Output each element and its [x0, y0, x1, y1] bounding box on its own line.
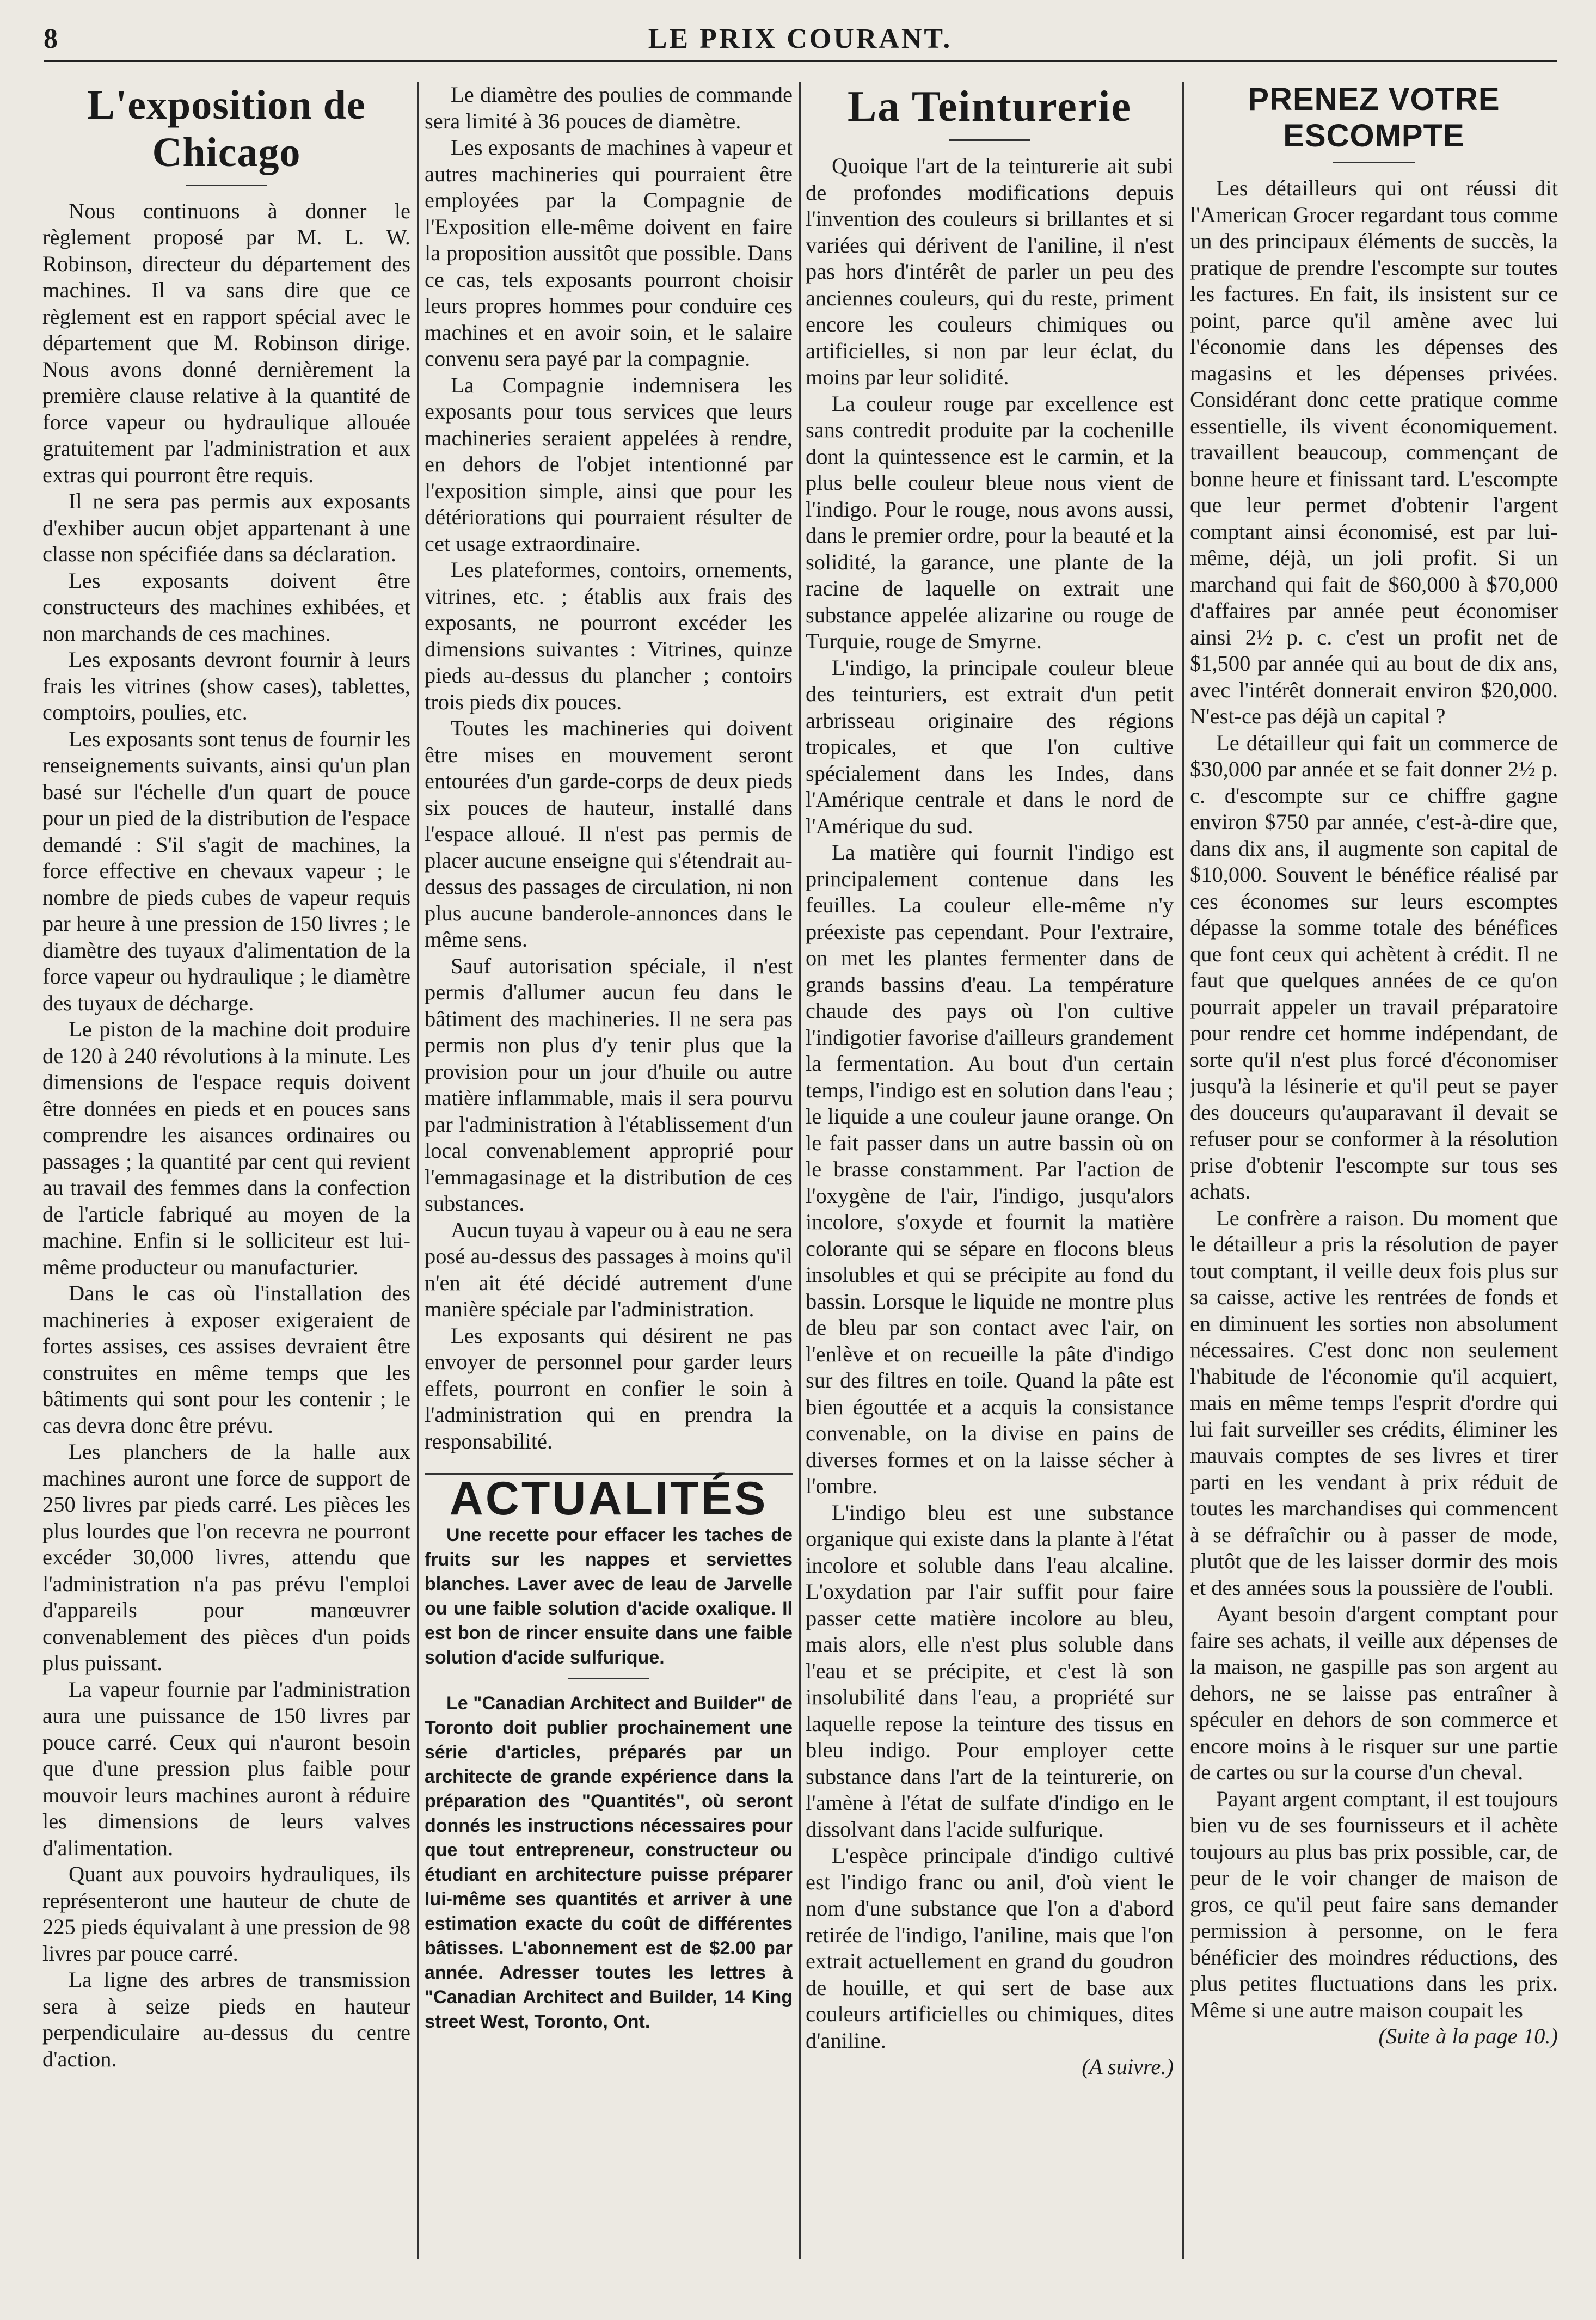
- publication-name: LE PRIX COURANT.: [648, 23, 953, 54]
- paragraph: Nous continuons à donner le règlement proposé par M. L. W. Robinson, directeur du département des machines. Il va sans dire que ce règlement est en rapport spécial avec le département que M. Robinson dirige. Nous avons donné dernièrement la première clause relative à la quantité de force vapeur ou hydraulique allouée gratuitement par l'administration et aux extras qui pourront être requis.: [42, 198, 410, 487]
- notice: Une recette pour effacer les taches de fruits sur les nappes et serviettes blanches. Laver avec de leau de Jarvelle ou une faible solution d'acide oxalique. Il est bon de rincer ensuite dans une faible solution d'acide sulfurique.: [425, 1524, 793, 1668]
- paragraph: Payant argent comptant, il est toujours bien vu de ses fournisseurs et il achète toujours au plus bas prix possible, car, de peur de le voir changer de maison de gros, ce qu'il peut faire sans demander permission à personne, on le fera bénéficier des moindres réductions, des plus petites fluctuations dans les prix. Même si une autre maison coupait les: [1190, 1786, 1558, 2022]
- column-escompte: [1190, 82, 1558, 2281]
- paragraph: Quant aux pouvoirs hydrauliques, ils représenteront une hauteur de chute de 225 pieds équivalant à une pression de 98 livres par pouce carré.: [42, 1862, 410, 1966]
- title-separator: [186, 185, 267, 186]
- paragraph: Le piston de la machine doit produire de 120 à 240 révolutions à la minute. Les dimensions de l'espace requis doivent être données en pieds et en pouces sans comprendre les aisances ordinaires ou passages ; la quantité par cent qui revient au travail des femmes dans la confection de l'article fabriqué au moyen de la machine. Enfin si le solliciteur est lui-même producteur ou manufacturier.: [42, 1017, 410, 1279]
- continuation-note: (A suivre.): [1082, 2054, 1174, 2079]
- article-title: PRENEZ VOTRE ESCOMPTE: [1248, 82, 1500, 154]
- column-divider: [417, 82, 419, 2259]
- paragraph: Les détailleurs qui ont réussi dit l'American Grocer regardant tous comme un des principaux éléments de succès, la pratique de prendre l'escompte sur toutes les factures. En fait, ils insistent sur ce point, parce qu'il amène avec lui l'économie dans les dépenses des magasins et les dépenses privées. Considérant donc cette pratique comme essentielle, ils vivent économiquement. travaillent beaucoup, commençant de bonne heure et finissant tard. L'escompte que leur permet d'obtenir l'argent comptant ainsi économisé, est par lui-même, déjà, un joli profit. Si un marchand qui fait de $60,000 à $70,000 d'affaires par année peut économiser ainsi 2½ p. c. c'est un profit net de $1,500 par année qui au bout de dix ans, avec l'intérêt donnerait environ $20,000. N'est-ce pas déjà un capital ?: [1190, 176, 1558, 729]
- page-number: 8: [44, 23, 58, 54]
- paragraph: Il ne sera pas permis aux exposants d'exhiber aucun objet appartenant à une classe non spécifiée dans sa déclaration.: [42, 489, 410, 567]
- continuation-note: (Suite à la page 10.): [1378, 2024, 1558, 2049]
- column-exposition: [42, 82, 410, 2281]
- notice: Le "Canadian Architect and Builder" de Toronto doit publier prochainement une série d'articles, préparés par un architecte de grande expérience dans la préparation des "Quantités", où seront donnés les instructions nécessaires pour que tout entrepreneur, constructeur ou étudiant en architecture puisse préparer lui-même ses quantités et arriver à une estimation exacte du coût de différentes bâtisses. L'abonnement est de $2.00 par année. Adresser toutes les lettres à "Canadian Architect and Builder, 14 King street West, Toronto, Ont.: [425, 1692, 793, 2032]
- paragraph: Les planchers de la halle aux machines auront une force de support de 250 livres par pieds carré. Les pièces les plus lourdes que l'on recevra ne pourront excéder 30,000 livres, attendu que l'administration n'a pas prévu l'emploi d'appareils pour manœuvrer convenablement des pièces d'un poids plus puissant.: [42, 1439, 410, 1675]
- paragraph: Les exposants sont tenus de fournir les renseignements suivants, ainsi qu'un plan basé sur l'échelle d'un quart de pouce pour un pied de la distribution de l'espace demandé : S'il s'agit de machines, la force effective en chevaux vapeur ; le nombre de pieds cubes de vapeur requis par heure à une pression de 150 livres ; le diamètre des tuyaux d'alimentation de la force vapeur ou hydraulique ; le diamètre des tuyaux de décharge.: [42, 726, 410, 1015]
- paragraph: Le détailleur qui fait un commerce de $30,000 par année et se fait donner 2½ p. c. d'escompte sur ce chiffre gagne environ $750 par année, c'est-à-dire que, dans dix ans, il augmente son capital de $10,000. Souvent le bénéfice réalisé par ces économes sur leurs escomptes dépasse la somme totale des bénéfices que font ceux qui achètent à crédit. Il ne faut que quelques années de ce qu'on pourrait appeler un travail préparatoire pour rendre cet homme indépendant, de sorte qu'il n'est plus forcé d'économiser jusqu'à la lésinerie et qu'il peut se payer des douceurs qu'auparavant il devait se refuser pour se conformer à la résolution prise d'obtenir l'escompte sur tous ses achats.: [1190, 730, 1558, 1204]
- column-divider: [1182, 82, 1184, 2259]
- paragraph: La ligne des arbres de transmission sera à seize pieds en hauteur perpendiculaire au-dessus du centre d'action.: [42, 1967, 410, 2071]
- paragraph: Les exposants de machines à vapeur et autres machineries qui pourraient être employées par la Compagnie de l'Exposition elle-même doivent en faire la proposition aussitôt que possible. Dans ce cas, tels exposants pourront choisir leurs propres hommes pour conduire ces machines et en avoir soin, et le salaire convenu sera payé par la compagnie.: [425, 135, 793, 371]
- paragraph: Les exposants doivent être constructeurs des machines exhibées, et non marchands de ces machines.: [42, 568, 410, 646]
- paragraph: L'indigo bleu est une substance organique qui existe dans la plante à l'état incolore et soluble dans l'eau alcaline. L'oxydation par l'air suffit pour faire passer cette matière incolore au bleu, mais alors, elle n'est plus soluble dans l'eau et se précipite, et c'est là son insolubilité dans l'eau, a propriété sur laquelle repose la teinture des tissus en bleu indigo. Pour employer cette substance dans l'art de la teinturerie, on l'amène à l'état de sulfate d'indigo en le dissolvant dans l'acide sulfurique.: [806, 1500, 1174, 1842]
- paragraph: Les exposants devront fournir à leurs frais les vitrines (show cases), tablettes, comptoirs, poulies, etc.: [42, 647, 410, 725]
- column-divider: [799, 82, 801, 2259]
- paragraph: Toutes les machineries qui doivent être mises en mouvement seront entourées d'un garde-corps de deux pieds six pouces de hauteur, installé dans l'espace alloué. Il n'est pas permis de placer aucune enseigne qui s'étendrait au-dessus des passages de circulation, ni non plus aucune banderole-annonces dans le même sens.: [425, 716, 793, 952]
- paragraph: Le confrère a raison. Du moment que le détailleur a pris la résolution de payer tout comptant, il veille deux fois plus sur sa caisse, active les rentrées de fonds et en diminuent les sorties non absolument nécessaires. C'est donc non seulement l'habitude de l'économie qu'il acquiert, mais en même temps l'esprit d'ordre qui lui fait surveiller ses crédits, éliminer les mauvais comptes de ses livres et tirer parti en les vendant à prix réduit de toutes les marchandises qui commencent à se défraîchir ou à passer de mode, plutôt que de les laisser dormir des mois et des années sous la poussière de l'oubli.: [1190, 1205, 1558, 1600]
- paragraph: Ayant besoin d'argent comptant pour faire ses achats, il veille aux dépenses de la maison, ne gaspille pas son argent au dehors, ne se laisse pas entraîner à spéculer en dehors de son commerce et encore moins à le risquer sur une partie de cartes ou sur la course d'un cheval.: [1190, 1601, 1558, 1785]
- paragraph: Aucun tuyau à vapeur ou à eau ne sera posé au-dessus des passages à moins qu'il n'en ait été décidé autrement d'une manière spéciale par l'administration.: [425, 1217, 793, 1321]
- paragraph: Sauf autorisation spéciale, il n'est permis d'allumer aucun feu dans le bâtiment des machineries. Il ne sera pas permis non plus d'y tenir plus que la provision pour un jour d'huile ou autre matière inflammable, mais il sera pourvu par l'administration à l'établissement d'un local convenablement approprié pour l'emmagasinage et la distribution de ces substances.: [425, 953, 793, 1216]
- section-title: ACTUALITÉS: [425, 1473, 793, 1512]
- column-teinturerie: [806, 82, 1174, 2281]
- paragraph: Dans le cas où l'installation des machineries à exposer exigeraient de fortes assises, ces assises devraient être construites en même temps que les bâtiments qui sont pour les contenir ; le cas devra donc être prévu.: [42, 1281, 410, 1438]
- paragraph: La couleur rouge par excellence est sans contredit produite par la cochenille dont la quintessence est le carmin, et la plus belle couleur bleue nous vient de l'indigo. Pour le rouge, nous avons aussi, dans le premier ordre, pour la beauté et la solidité, la garance, une plante de la racine de laquelle on extrait une substance appelée alizarine ou rouge de Turquie, rouge de Smyrne.: [806, 391, 1174, 653]
- article-title: La Teinturerie: [847, 83, 1132, 131]
- notice-separator: [568, 1678, 649, 1679]
- paragraph: Les exposants qui désirent ne pas envoyer de personnel pour garder leurs effets, pourront en confier le soin à l'administration qui en prendra la responsabilité.: [425, 1323, 793, 1453]
- article-title: L'exposition de Chicago: [87, 82, 366, 176]
- news-notices: [425, 1523, 793, 2034]
- paragraph: Le diamètre des poulies de commande sera limité à 36 pouces de diamètre.: [425, 82, 793, 133]
- paragraph: La Compagnie indemnisera les exposants pour tous services que leurs machineries seraient appelées à rendre, en dehors de l'objet intentionné par l'exposition simple, ainsi que pour les détériorations qui pourraient résulter de cet usage extraordinaire.: [425, 372, 793, 556]
- paragraph: La matière qui fournit l'indigo est principalement contenue dans les feuilles. La couleur elle-même n'y préexiste pas cependant. Pour l'extraire, on met les plantes fermenter dans de grands bassins d'eau. La température chaude des pays où l'on cultive l'indigotier favorise d'ailleurs grandement la fermentation. Au bout d'un certain temps, l'indigo est en solution dans l'eau ; le liquide a une couleur jaune orange. On le fait passer dans un autre bassin où on le brasse constamment. Par l'action de l'oxygène de l'air, l'indigo, jusqu'alors incolore, s'oxyde et fournit la matière colorante qui se sépare en flocons bleus insolubles et qui se précipite au fond du bassin. Lorsque le liquide ne montre plus de bleu par son contact avec l'air, on l'enlève et on recueille la pâte d'indigo sur des filtres en toile. Quand la pâte est bien égouttée et a acquis la consistance convenable, on la divise en pains de diverses formes et on la laisse sécher à l'ombre.: [806, 840, 1174, 1498]
- paragraph: Les plateformes, contoirs, ornements, vitrines, etc. ; établis aux frais des exposants, ne pourront excéder les dimensions suivantes : Vitrines, quinze pieds au-dessus du plancher ; contoirs trois pieds dix pouces.: [425, 557, 793, 714]
- column-exposition-continued: [425, 82, 793, 2281]
- masthead: [44, 16, 1557, 62]
- title-separator: [949, 139, 1030, 141]
- paragraph: Quoique l'art de la teinturerie ait subi de profondes modifications depuis l'invention des couleurs si brillantes et si variées qui dérivent de l'aniline, il n'est pas hors d'intérêt de parler un peu des anciennes couleurs, qui du reste, priment encore les couleurs chimiques ou artificielles, si non par leur éclat, du moins par leur solidité.: [806, 154, 1174, 389]
- title-separator: [1333, 162, 1415, 163]
- paragraph: L'espèce principale d'indigo cultivé est l'indigo franc ou anil, d'où vient le nom d'une substance que l'on a d'abord retirée de l'indigo, l'aniline, mais que l'on extrait actuellement en grand du goudron de houille, et qui sert de base aux couleurs artificielles ou chimiques, dites d'aniline.: [806, 1843, 1174, 2053]
- paragraph: La vapeur fournie par l'administration aura une puissance de 150 livres par pouce carré. Ceux qui n'auront besoin que d'une pression plus faible pour mouvoir leurs machines auront à réduire les dimensions de leurs valves d'alimentation.: [42, 1677, 410, 1860]
- paragraph: L'indigo, la principale couleur bleue des teinturiers, est extrait d'un petit arbrisseau originaire des régions tropicales, et que l'on cultive spécialement dans les Indes, dans l'Amérique centrale et dans le nord de l'Amérique du sud.: [806, 655, 1174, 838]
